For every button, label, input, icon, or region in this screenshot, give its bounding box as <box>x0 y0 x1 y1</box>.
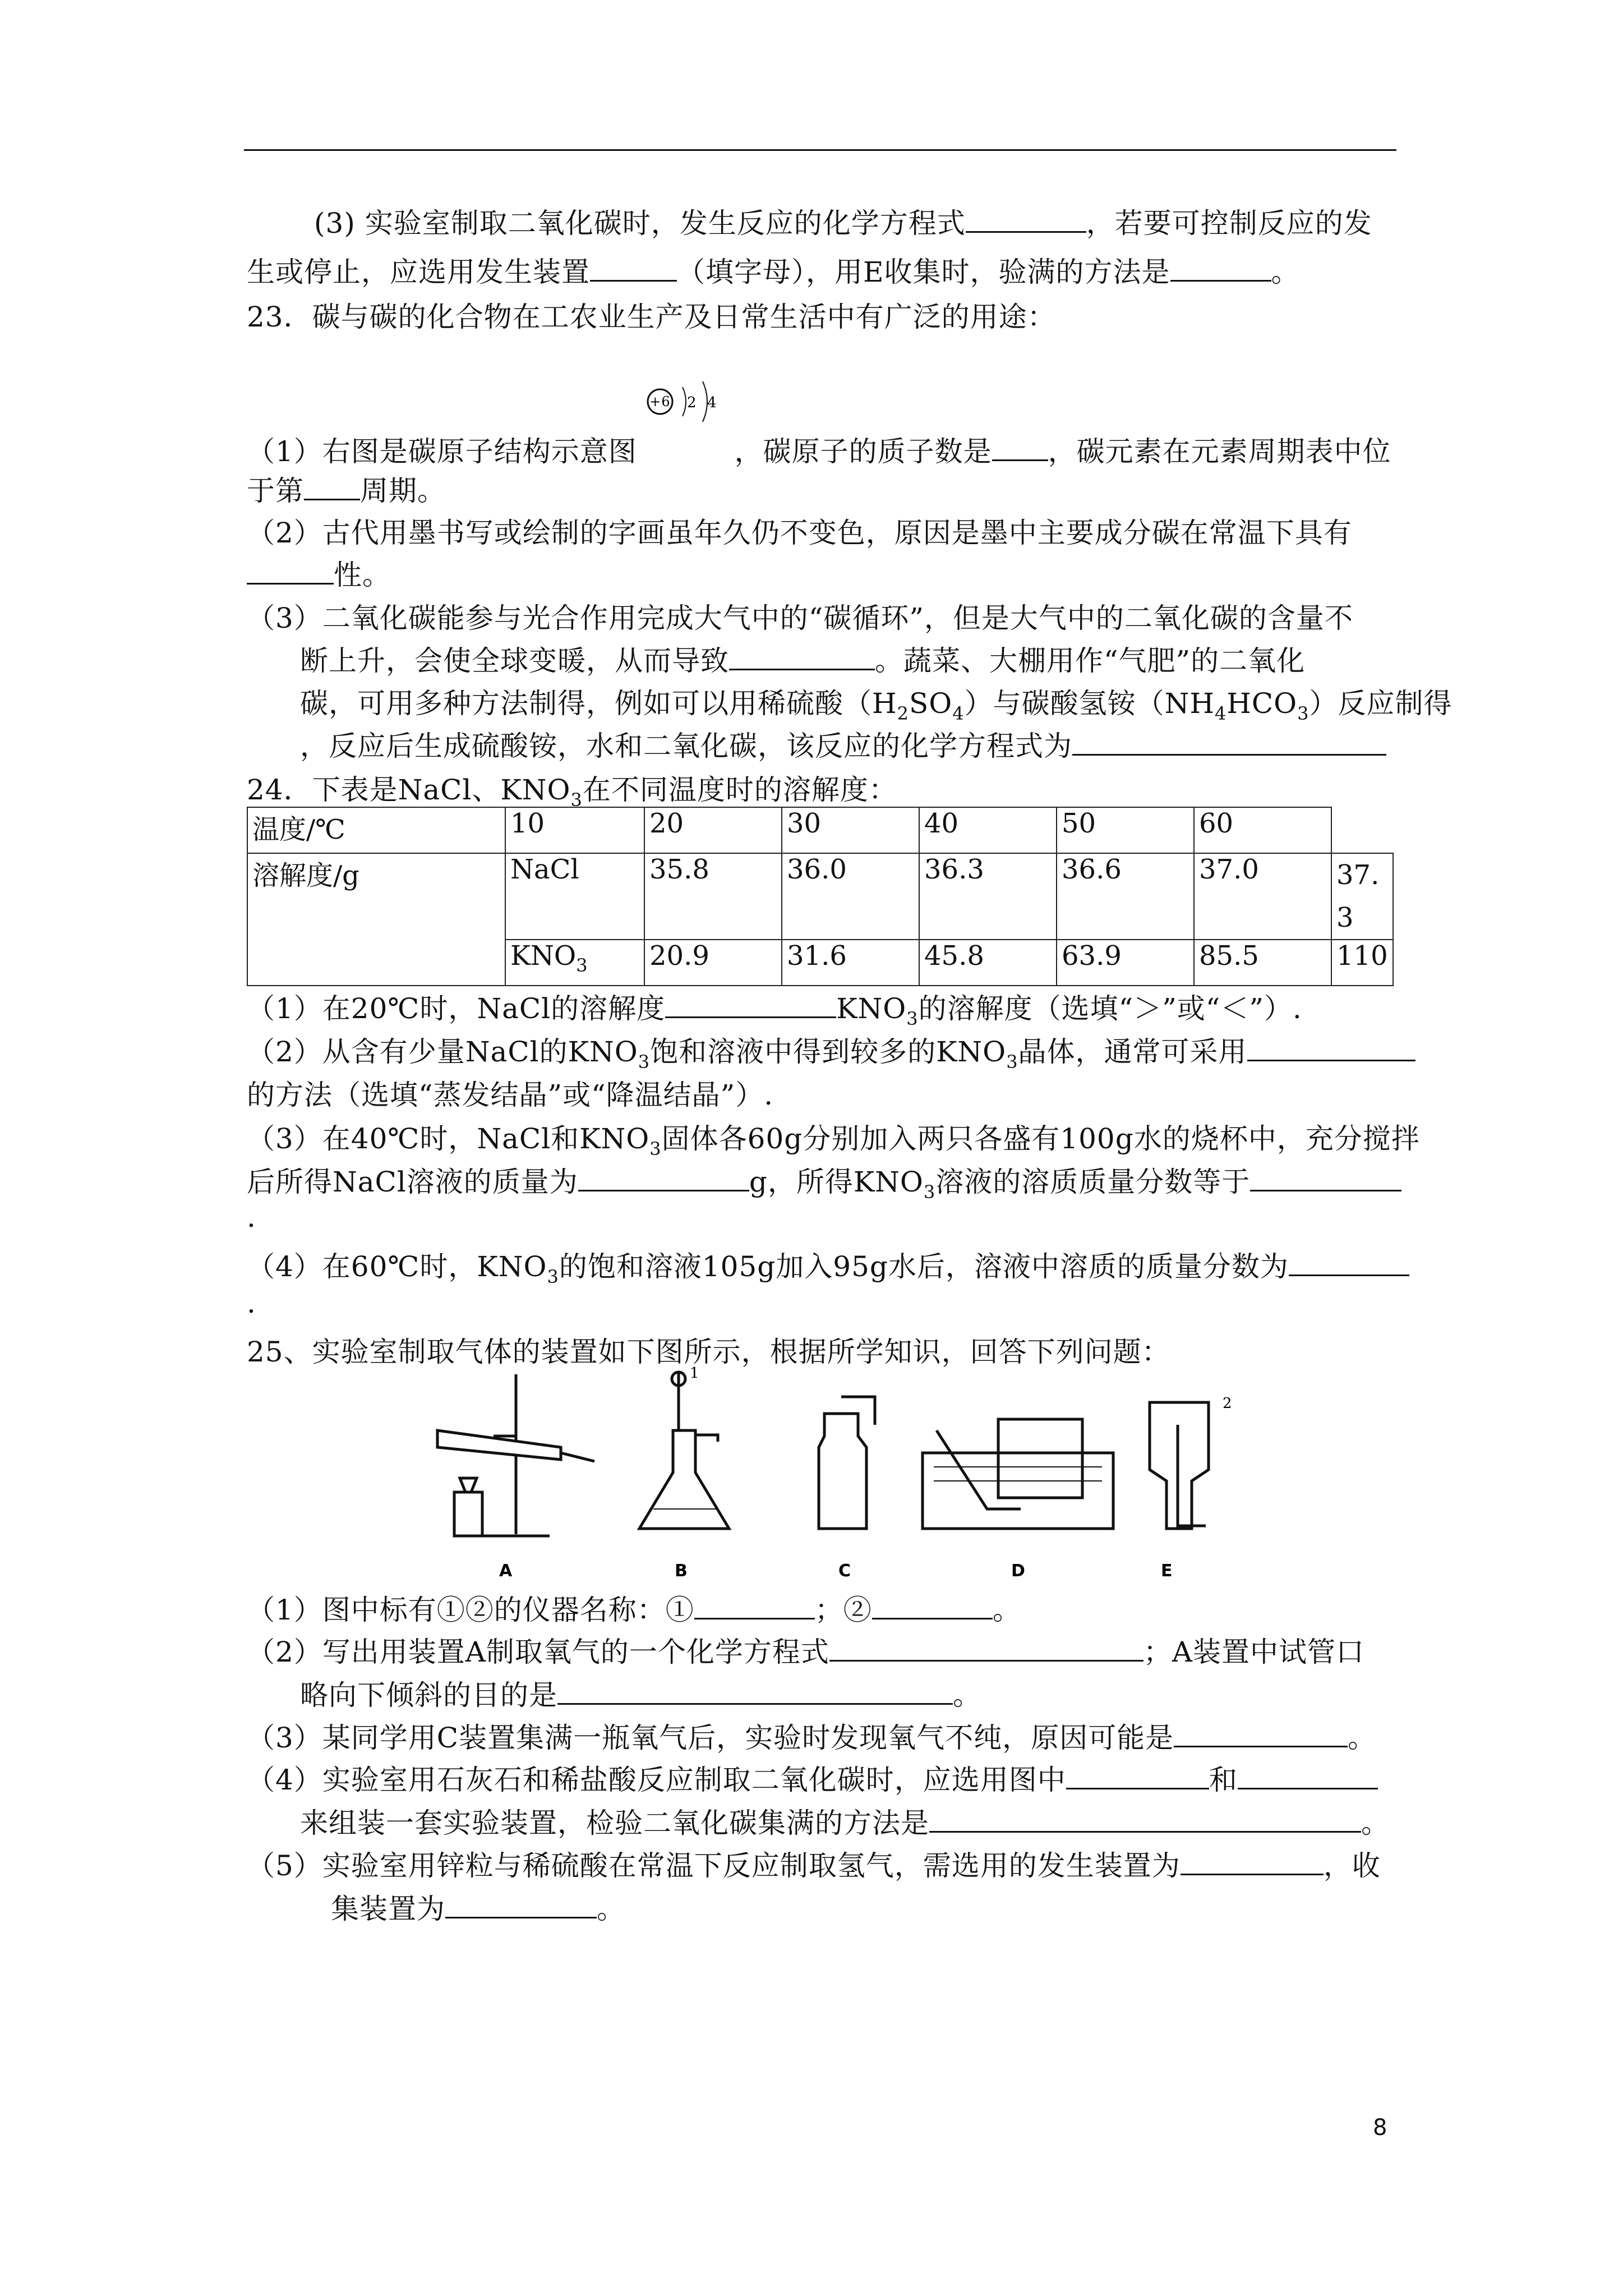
text: 于第 <box>247 475 304 507</box>
q24-3-line1 <box>247 1122 1420 1159</box>
label-c: C <box>838 1561 851 1581</box>
text: 性。 <box>334 559 391 591</box>
table-header-cell: 50 <box>1057 807 1194 853</box>
q22-3-line1 <box>314 206 1372 240</box>
q24-4 <box>247 1250 1409 1287</box>
text: （3）在40℃时，NaCl和KNO <box>247 1122 650 1155</box>
label-e: E <box>1161 1561 1173 1581</box>
q25-3 <box>247 1721 1376 1755</box>
q24-3-line2 <box>247 1165 1401 1203</box>
q23-3-line1: （3）二氧化碳能参与光合作用完成大气中的“碳循环”，但是大气中的二氧化碳的含量不 <box>247 602 1353 634</box>
q23-3-line4 <box>300 729 1386 763</box>
q23-3-line2 <box>300 644 1305 678</box>
text: HCO <box>1227 687 1298 720</box>
q25-5-line2 <box>331 1892 625 1926</box>
text: KNO <box>510 940 577 972</box>
text: 。 <box>953 1679 981 1711</box>
q23-1-line1 <box>247 394 1391 468</box>
table-cell <box>505 940 644 986</box>
subscript: 3 <box>576 955 588 976</box>
table-header-cell: 30 <box>782 807 919 853</box>
table-row-label: 溶解度/g <box>247 853 505 986</box>
table-cell: 37.0 <box>1194 853 1331 940</box>
text: SO <box>909 687 953 720</box>
q25-4-line1 <box>247 1763 1378 1797</box>
apparatus-a <box>437 1374 594 1536</box>
answer-blank[interactable] <box>1066 1763 1209 1789</box>
answer-blank[interactable] <box>247 558 334 585</box>
answer-blank[interactable] <box>1247 1035 1415 1061</box>
q23-1-line2 <box>247 474 446 508</box>
text: 后所得NaCl溶液的质量为 <box>247 1166 578 1198</box>
text: ，反应后生成硫酸铵，水和二氧化碳，该反应的化学方程式为 <box>300 730 1072 762</box>
answer-blank[interactable] <box>445 1892 597 1918</box>
mark-1-label: 1 <box>690 1365 699 1382</box>
subscript: 3 <box>1297 703 1310 724</box>
answer-blank[interactable] <box>557 1678 953 1705</box>
apparatus-b <box>639 1372 729 1529</box>
table-header-cell: 温度/℃ <box>247 807 505 853</box>
answer-blank[interactable] <box>1238 1763 1378 1789</box>
text: （填字母），用E收集时，验满的方法是 <box>677 256 1170 288</box>
table-header-cell: 20 <box>644 807 782 853</box>
q23-2-line1: （2）古代用墨书写或绘制的字画虽年久仍不变色，原因是墨中主要成分碳在常温下具有 <box>247 517 1352 549</box>
table-cell: 36.6 <box>1057 853 1194 940</box>
text: （5）实验室用锌粒与稀硫酸在常温下反应制取氢气，需选用的发生装置为 <box>247 1849 1181 1882</box>
lab-apparatus-figure <box>432 1365 1295 1588</box>
table-cell: 20.9 <box>644 940 782 986</box>
q24-title <box>247 773 897 811</box>
q25-1 <box>247 1593 1021 1627</box>
answer-blank[interactable] <box>992 435 1048 461</box>
subscript: 3 <box>1006 1051 1018 1073</box>
answer-blank[interactable] <box>929 1806 1361 1833</box>
text: 和 <box>1209 1764 1238 1796</box>
subscript: 4 <box>1214 703 1227 724</box>
carbon-atom-diagram <box>647 394 725 454</box>
text: 。 <box>1348 1722 1377 1754</box>
q25-4-line2 <box>300 1806 1390 1840</box>
answer-blank[interactable] <box>1250 1165 1401 1191</box>
answer-blank[interactable] <box>304 474 360 500</box>
table-cell: 110 <box>1331 940 1393 986</box>
text: 晶体，通常可采用 <box>1018 1036 1247 1068</box>
text: 周期。 <box>360 475 446 507</box>
q25-title: 25、实验室制取气体的装置如下图所示，根据所学知识，回答下列问题： <box>247 1336 1170 1368</box>
text: ，收 <box>1323 1849 1381 1882</box>
table-cell: 45.8 <box>919 940 1057 986</box>
table-cell: 35.8 <box>644 853 782 940</box>
text: 溶液的溶质质量分数等于 <box>935 1166 1251 1198</box>
table-row <box>247 853 1393 940</box>
text: 。 <box>597 1893 625 1925</box>
text: （4）在60℃时，KNO <box>247 1250 547 1283</box>
shell-1-electrons: 2 <box>686 394 697 411</box>
text: （1）在20℃时，NaCl的溶解度 <box>247 992 666 1025</box>
text: 来组装一套实验装置，检验二氧化碳集满的方法是 <box>300 1807 929 1839</box>
text: 。蔬菜、大棚用作“气肥”的二氧化 <box>875 645 1306 677</box>
text: 的溶解度（选填“＞”或“＜”）. <box>918 992 1302 1025</box>
table-cell: 63.9 <box>1057 940 1194 986</box>
q24-2-line2: 的方法（选填“蒸发结晶”或“降温结晶”）. <box>247 1079 774 1111</box>
subscript: 2 <box>897 703 909 724</box>
text: 的饱和溶液105g加入95g水后，溶液中溶质的质量分数为 <box>559 1250 1289 1283</box>
text: （4）实验室用石灰石和稀盐酸反应制取二氧化碳时，应选用图中 <box>247 1764 1066 1796</box>
shell-arc-2 <box>703 381 707 422</box>
text: ，碳元素在元素周期表中位 <box>1048 435 1391 468</box>
q24-2-line1 <box>247 1035 1415 1073</box>
answer-blank[interactable] <box>829 1635 1144 1662</box>
text: ；A装置中试管口 <box>1143 1636 1365 1668</box>
answer-blank[interactable] <box>590 255 677 282</box>
text: 碳，可用多种方法制得，例如可以用稀硫酸（H <box>300 687 897 720</box>
subscript: 3 <box>547 1266 559 1287</box>
text: ；② <box>814 1594 872 1626</box>
table-header-cell: 40 <box>919 807 1057 853</box>
table-cell: 36.0 <box>782 853 919 940</box>
text: （2）写出用装置A制取氧气的一个化学方程式 <box>247 1636 829 1668</box>
page-number: 8 <box>1373 2115 1387 2141</box>
text: g，所得KNO <box>749 1166 924 1198</box>
text: 。 <box>1361 1807 1390 1839</box>
text: 略向下倾斜的目的是 <box>300 1679 557 1711</box>
table-cell: 37.3 <box>1331 853 1393 940</box>
shell-2-electrons: 4 <box>707 394 717 411</box>
shell-arc-1 <box>683 387 686 416</box>
text: （3）某同学用C装置集满一瓶氧气后，实验时发现氧气不纯，原因可能是 <box>247 1722 1174 1754</box>
text: 集装置为 <box>331 1893 445 1925</box>
answer-blank[interactable] <box>1181 1849 1324 1875</box>
nucleus-label: +6 <box>649 394 671 409</box>
label-a: A <box>499 1561 513 1581</box>
q24-1 <box>247 992 1302 1029</box>
table-cell: NaCl <box>505 853 644 940</box>
answer-blank[interactable] <box>1174 1721 1348 1747</box>
text: 。 <box>1271 256 1300 288</box>
answer-blank[interactable] <box>872 1593 993 1619</box>
label-d: D <box>1011 1561 1025 1581</box>
answer-blank[interactable] <box>1072 729 1386 756</box>
text: 。 <box>992 1594 1021 1626</box>
table-empty-cell <box>1331 807 1393 853</box>
q23-3-line3 <box>300 687 1453 724</box>
text: (3) 实验室制取二氧化碳时，发生反应的化学方程式 <box>314 207 966 240</box>
text: ）反应制得 <box>1309 687 1453 720</box>
header-rule <box>244 149 1396 151</box>
q24-3-end: . <box>247 1201 256 1234</box>
solubility-table <box>247 807 1394 986</box>
table-header-cell: 60 <box>1194 807 1331 853</box>
table-cell: 36.3 <box>919 853 1057 940</box>
mark-2-label: 2 <box>1223 1395 1232 1412</box>
q23-2-line2 <box>247 558 391 592</box>
text: （2）从含有少量NaCl的KNO <box>247 1036 638 1068</box>
q25-5-line1 <box>247 1849 1381 1883</box>
text: 饱和溶液中得到较多的KNO <box>650 1036 1007 1068</box>
q24-4-end: . <box>247 1287 256 1319</box>
label-b: B <box>675 1561 688 1581</box>
text: ）与碳酸氢铵（NH <box>964 687 1215 720</box>
answer-blank[interactable] <box>966 206 1086 233</box>
answer-blank[interactable] <box>729 644 875 670</box>
q25-2-line2 <box>300 1678 981 1712</box>
text: 固体各60g分别加入两只各盛有100g水的烧杯中，充分搅拌 <box>661 1122 1420 1155</box>
text: ，若要可控制反应的发 <box>1086 207 1372 240</box>
text: 24．下表是NaCl、KNO <box>247 774 571 806</box>
answer-blank[interactable] <box>1170 255 1271 282</box>
text: （1）图中标有①②的仪器名称：① <box>247 1594 694 1626</box>
subscript: 4 <box>952 703 965 724</box>
text: 断上升，会使全球变暖，从而导致 <box>300 645 729 677</box>
answer-blank[interactable] <box>578 1165 749 1191</box>
text: （1）右图是碳原子结构示意图 <box>247 435 637 468</box>
subscript: 3 <box>906 1008 919 1029</box>
q25-2-line1 <box>247 1635 1364 1669</box>
subscript: 3 <box>923 1181 936 1203</box>
apparatus-d <box>923 1419 1113 1529</box>
table-header-cell: 10 <box>505 807 644 853</box>
answer-blank[interactable] <box>665 992 836 1018</box>
subscript: 3 <box>570 789 583 811</box>
text: ，碳原子的质子数是 <box>734 435 992 468</box>
answer-blank[interactable] <box>694 1593 815 1619</box>
table-row <box>247 807 1393 853</box>
table-cell: 85.5 <box>1194 940 1331 986</box>
apparatus-c <box>819 1397 875 1529</box>
subscript: 3 <box>649 1138 662 1159</box>
text: 生或停止，应选用发生装置 <box>247 256 590 288</box>
apparatus-e <box>1150 1402 1209 1529</box>
q23-title: 23．碳与碳的化合物在工农业生产及日常生活中有广泛的用途： <box>247 301 1056 333</box>
table-cell: 31.6 <box>782 940 919 986</box>
text: KNO <box>836 992 907 1025</box>
q22-3-line2 <box>247 255 1300 289</box>
subscript: 3 <box>638 1051 651 1073</box>
answer-blank[interactable] <box>1289 1250 1409 1276</box>
text: 在不同温度时的溶解度： <box>582 774 897 806</box>
